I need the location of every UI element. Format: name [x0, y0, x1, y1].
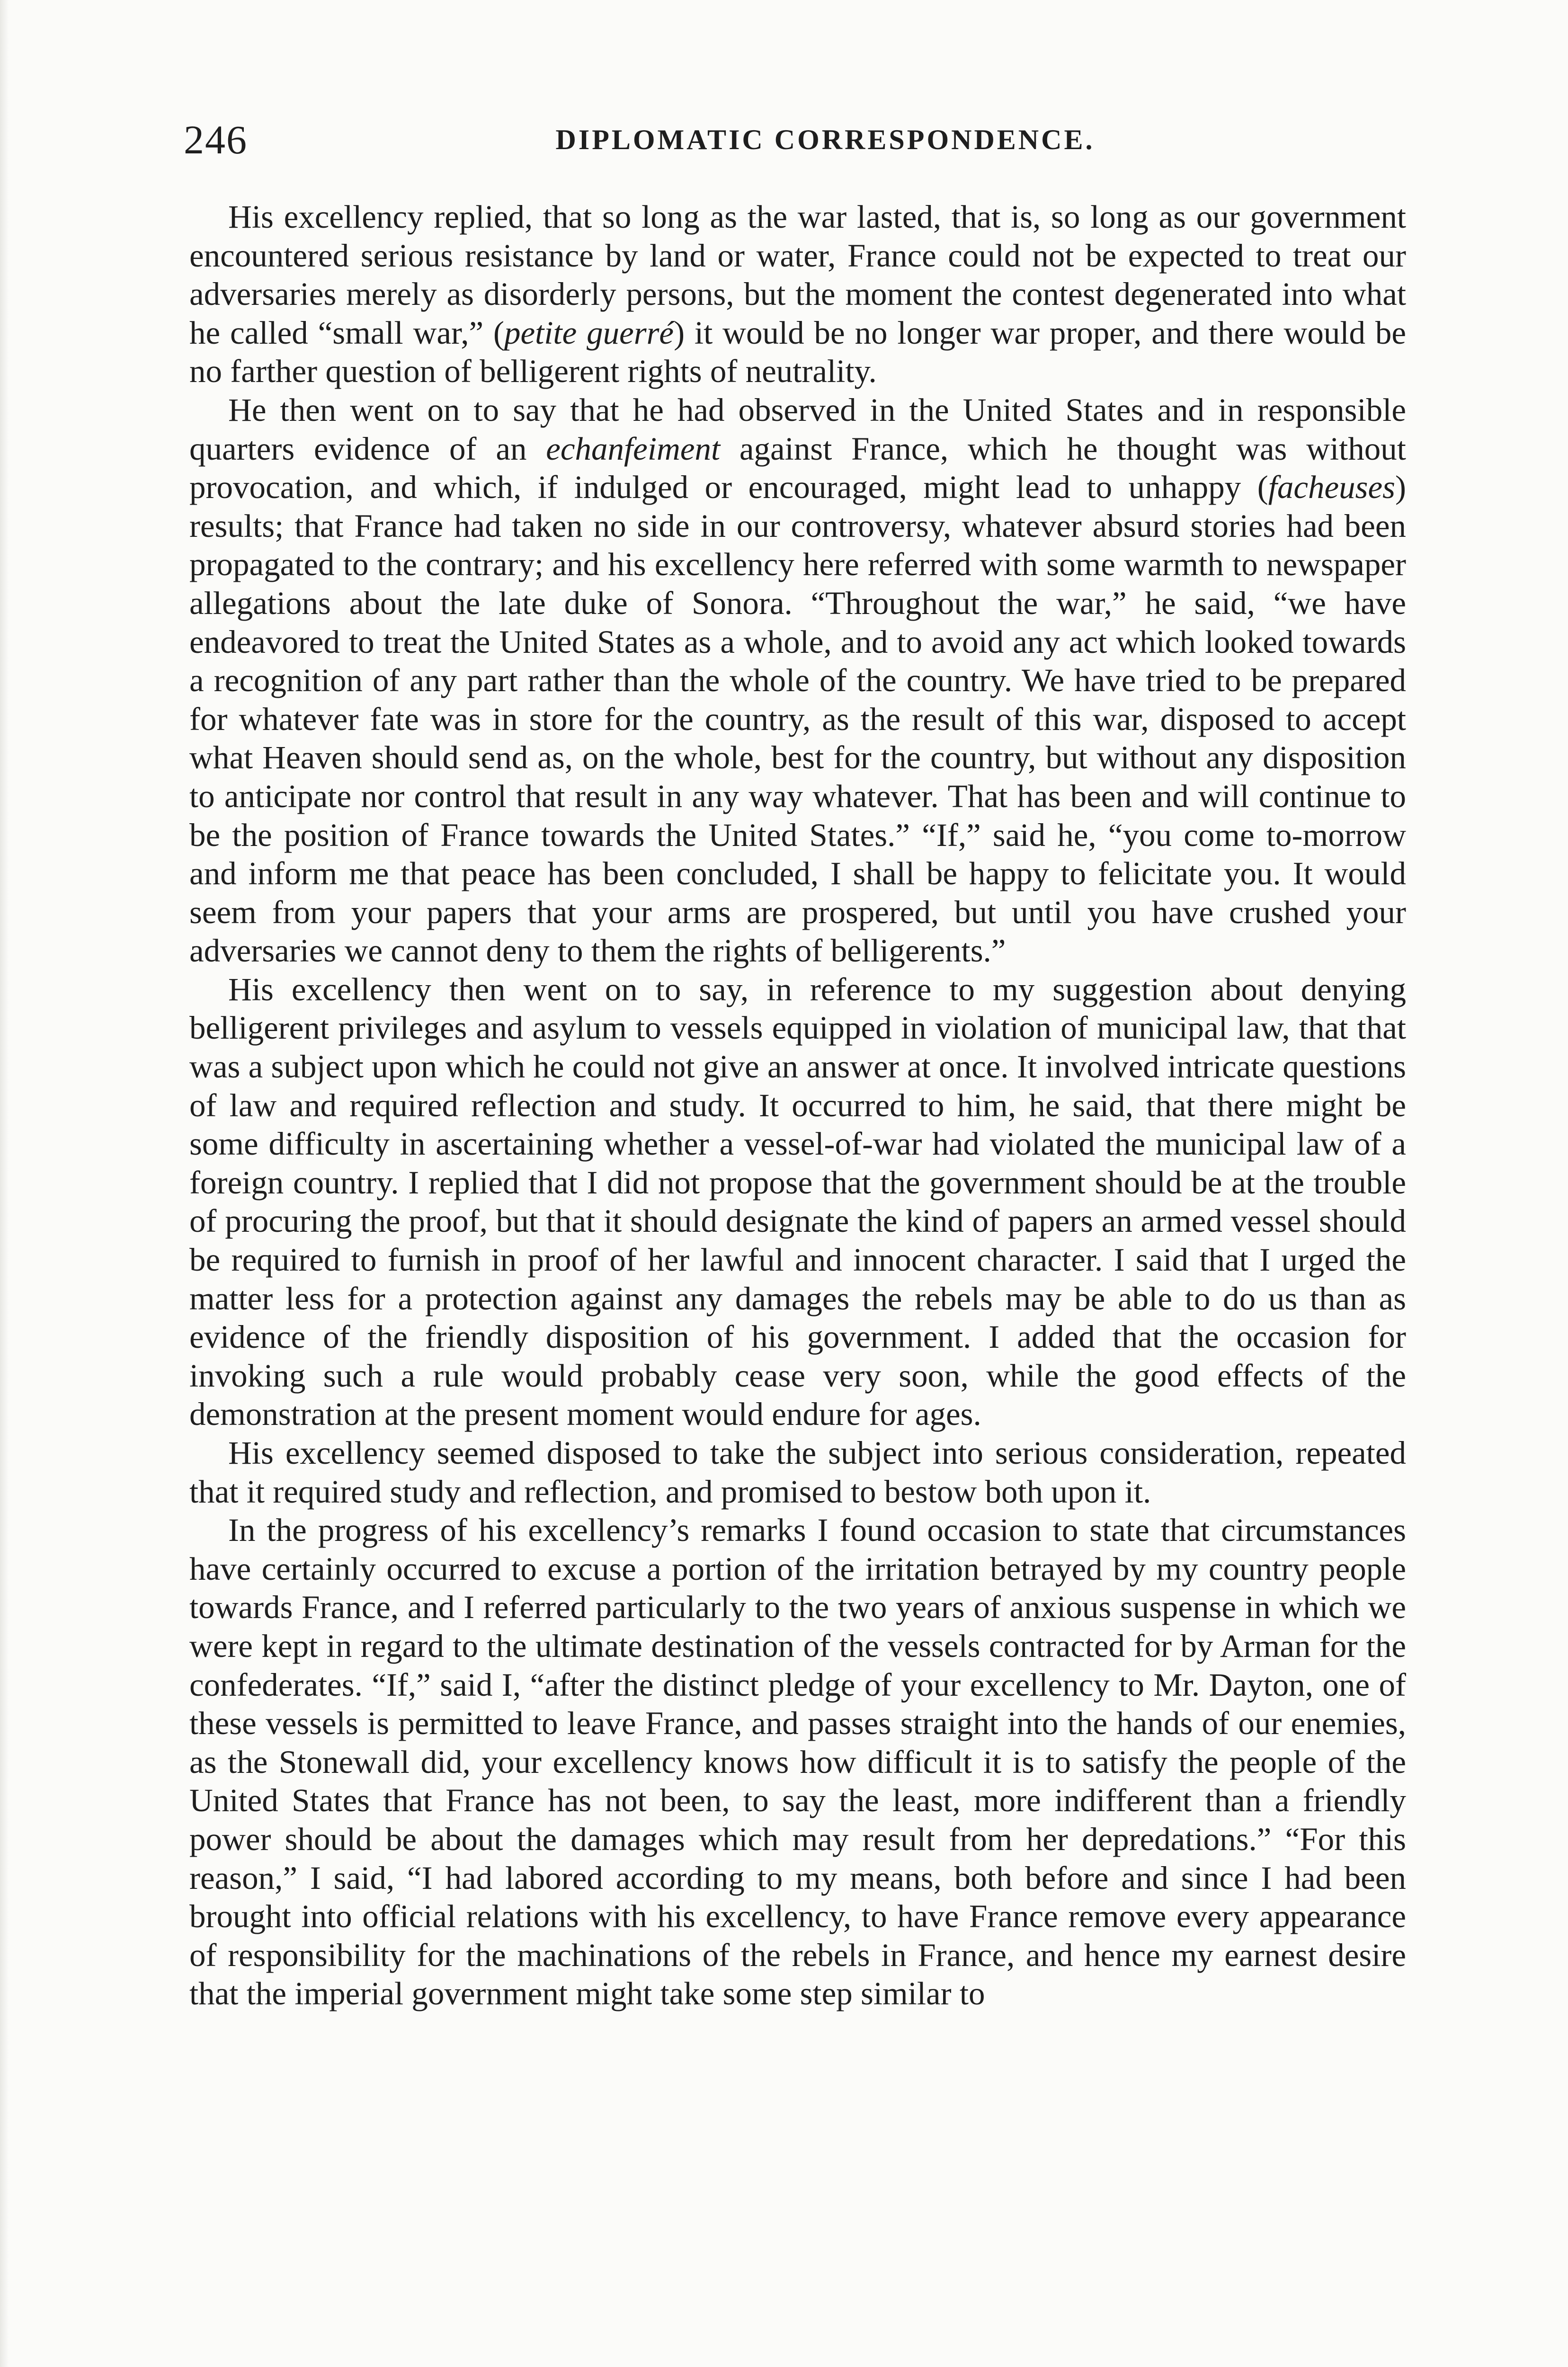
page-number: 246: [184, 117, 248, 162]
paragraph: His excellency seemed disposed to take the subject into serious consideration, repeated that it required study and reflection, and promised to bestow both upon it.: [189, 1435, 1406, 1510]
italic-phrase: facheuses: [1268, 469, 1396, 506]
page-header: [184, 114, 1410, 166]
body-text: [189, 198, 1406, 2013]
paragraph: [189, 198, 1406, 391]
text-run: ) results; that France had taken no side in our controversy, whatever absurd stories had been propagated to the contrary; and his excellency here referred with some warmth to newspaper allegations about the late duke of Sonora. “Throughout the war,” he said, “we have endeavored to treat the United States as a whole, and to avoid any act which looked towards a recognition of any part rather than the whole of the country. We have tried to be prepared for whatever fate was in store for the country, as the result of this war, disposed to accept what Heaven should send as, on the whole, best for the country, but without any disposition to anticipate nor control that result in any way whatever. That has been and will continue to be the position of France towards the United States.” “If,” said he, “you come to-morrow and inform me that peace has been concluded, I shall be happy to felicitate you. It would seem from your papers that your arms are prospered, but until you have crushed your adversaries we cannot deny to them the rights of belligerents.”: [189, 469, 1406, 969]
text-run: He then went on to say that he had observed in the United States and in responsible quarters evidence of an: [189, 392, 1406, 467]
italic-phrase: echanfeiment: [546, 430, 721, 467]
paragraph: In the progress of his excellency’s remarks I found occasion to state that circumstances have certainly occurred to excuse a portion of the irritation betrayed by my country people towards France, and I referred particularly to the two years of anxious suspense in which we were kept in regard to the ultimate destination of the vessels contracted for by Arman for the confederates. “If,” said I, “after the distinct pledge of your excellency to Mr. Dayton, one of these vessels is permitted to leave France, and passes straight into the hands of our enemies, as the Stonewall did, your excellency knows how difficult it is to satisfy the people of the United States that France has not been, to say the least, more indifferent than a friendly power should be about the damages which may result from her depredations.” “For this reason,” I said, “I had labored according to my means, both before and since I had been brought into official relations with his excellency, to have France remove every appearance of responsibility for the machinations of the rebels in France, and hence my earnest desire that the imperial government might take some step similar to: [189, 1512, 1406, 2012]
paragraph: His excellency then went on to say, in reference to my suggestion about denying belligerent privileges and asylum to vessels equipped in violation of municipal law, that that was a subject upon which he could not give an answer at once. It involved intricate questions of law and required reflection and study. It occurred to him, he said, that there might be some difficulty in ascertaining whether a vessel-of-war had violated the municipal law of a foreign country. I replied that I did not propose that the government should be at the trouble of procuring the proof, but that it should designate the kind of papers an armed vessel should be required to furnish in proof of her lawful and innocent character. I said that I urged the matter less for a protection against any damages the rebels may be able to do us than as evidence of the friendly disposition of his government. I added that the occasion for invoking such a rule would probably cease very soon, while the good effects of the demonstration at the present moment would endure for ages.: [189, 971, 1406, 1433]
running-title: DIPLOMATIC CORRESPONDENCE.: [555, 124, 1095, 155]
text-run: His excellency replied, that so long as the war lasted, that is, so long as our government encountered serious resistance by land or water, France could not be expected to treat our adversaries merely as disorderly persons, but the moment the contest degenerated into what he called “small war,” (: [189, 199, 1406, 351]
text-run: against France, which he thought was without provocation, and which, if indulged or encouraged, might lead to unhappy (: [189, 430, 1406, 506]
italic-phrase: petite guerré: [504, 314, 674, 351]
paragraph: [189, 391, 1406, 970]
text-run: ) it would be no longer war proper, and there would be no farther question of belligerent rights of neutrality.: [189, 314, 1407, 390]
page-edge-shadow: [0, 0, 9, 2367]
